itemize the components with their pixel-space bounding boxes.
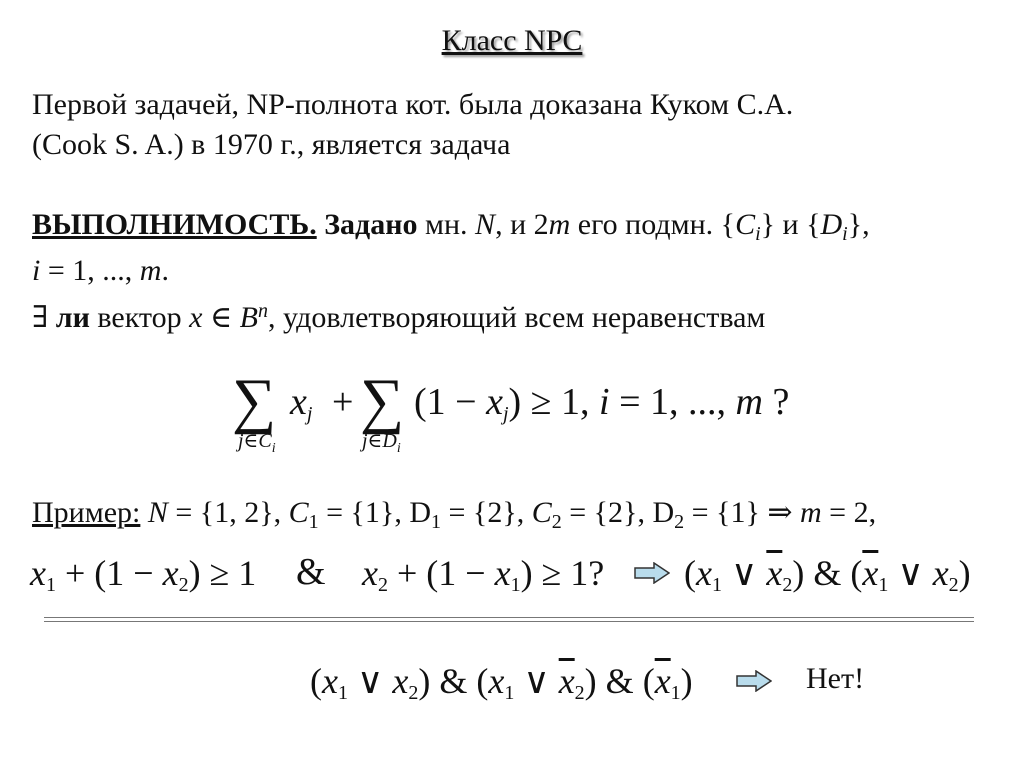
implies-arrow-icon: [634, 562, 670, 584]
set-N: N: [475, 208, 496, 241]
inequality-2: $x_2 + (1 - x_1) \ge 1$?: [362, 553, 605, 596]
set-B: B: [239, 301, 258, 334]
range-text: .: [161, 254, 169, 287]
given-word: Задано: [324, 208, 418, 241]
sum-tail: $(1 - x_j) \ge 1$, i = 1, ..., m ?: [414, 381, 790, 425]
intro-line-1: Первой задачей, NP-полнота кот. была доказана Куком С.А.: [32, 88, 794, 121]
var-m: m: [139, 254, 162, 287]
example-label: Пример:: [32, 496, 141, 529]
problem-text: } и {: [760, 208, 821, 241]
problem-text: мн.: [417, 208, 476, 241]
example-line: Пример: N = {1, 2}, $C_1 = \{1\}$, $D_1 = \{2\}$, $C_2 = \{2\}$, $D_2 = \{1\}$ ⇒ m = 2,: [32, 496, 877, 533]
set-N: N: [147, 496, 168, 529]
sub-i: i: [842, 223, 848, 245]
final-formula: ($x_1$ ∨ $x_2$) & ($x_1$ ∨ $\overline{x}_2$) & $(\overline{x}_1)$: [310, 661, 693, 704]
exists-symbol: ∃: [32, 301, 49, 334]
power-n: n: [257, 300, 268, 322]
in-symbol: ∈: [202, 301, 240, 334]
double-rule-bottom: [44, 621, 974, 622]
answer-text: Нет!: [806, 662, 865, 695]
problem-statement: [32, 206, 870, 253]
double-rule-top: [44, 617, 974, 618]
slide-title: Класс NPC: [441, 24, 583, 57]
cnf-formula: ($x_1$ ∨ $\overline{x}_2$) & ($\overline{x}_1$ ∨ $x_2$): [684, 553, 971, 596]
sigma-symbol: ∑: [360, 367, 405, 435]
question-line: [32, 292, 765, 337]
and-sign: &: [296, 551, 326, 593]
question-text: вектор: [89, 301, 190, 334]
problem-text: его подмн. {: [570, 208, 736, 241]
question-text: , удовлетворяющий всем неравенствам: [267, 301, 766, 334]
sub-i: i: [755, 223, 761, 245]
set-C: C: [735, 208, 756, 241]
var-m: m: [548, 208, 571, 241]
var-i: i: [32, 254, 41, 287]
sum-index-1: $j\in C_i$: [238, 430, 276, 456]
plus-sign: +: [332, 381, 354, 423]
inequality-1: $x_1 + (1 - x_2) \ge 1$: [30, 553, 257, 596]
range-text: = 1, ...,: [40, 254, 140, 287]
sub-j: j: [306, 403, 313, 425]
problem-text: },: [847, 208, 870, 241]
li-word: ли: [48, 301, 90, 334]
problem-text: , и 2: [495, 208, 549, 241]
index-range: [32, 252, 169, 290]
problem-name: ВЫПОЛНИМОСТЬ.: [32, 208, 317, 241]
intro-line-2: (Cook S. A.) в 1970 г., является задача: [32, 128, 511, 161]
sigma-symbol: ∑: [232, 367, 277, 435]
sum-index-2: $j\in D_i$: [362, 430, 401, 456]
var-x: x: [189, 301, 203, 334]
implies-arrow-icon: [736, 670, 772, 692]
set-D: D: [820, 208, 843, 241]
var-x: x: [290, 381, 307, 423]
